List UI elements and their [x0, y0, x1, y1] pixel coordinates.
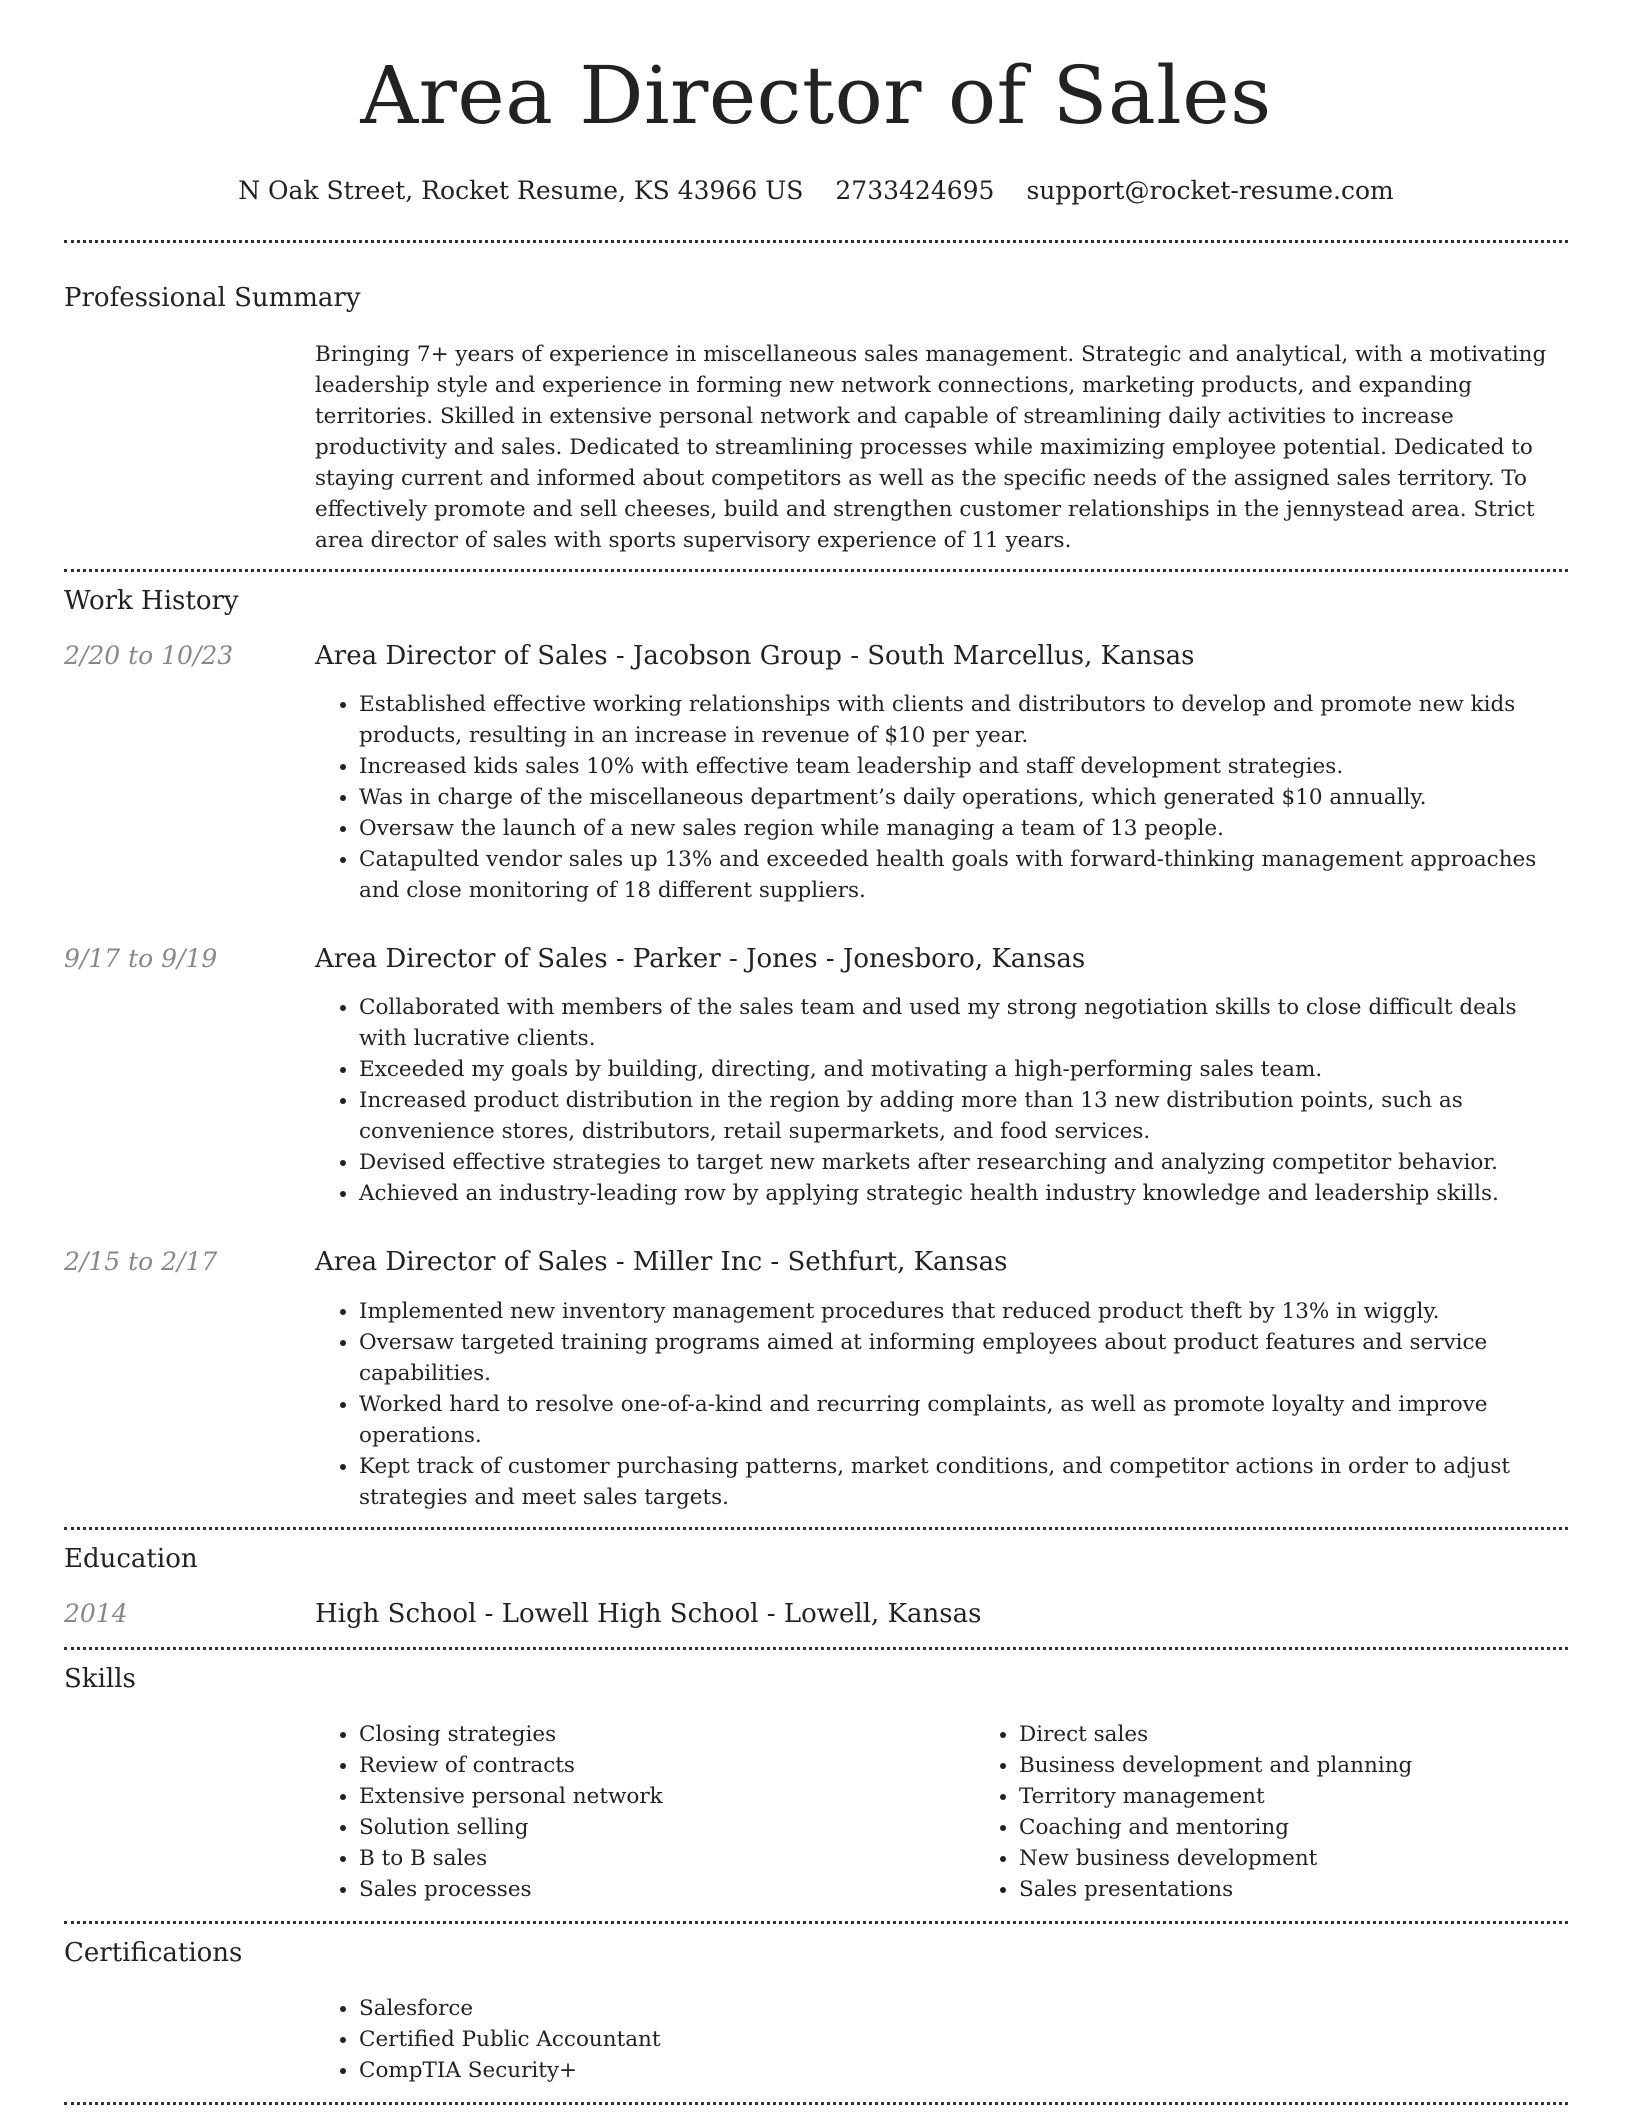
skill-item: • Territory management [1019, 1781, 1632, 1812]
certifications-list [315, 1993, 1568, 2086]
job-bullet: • Achieved an industry-leading row by applying strategic health industry knowledge and leadership skills. [359, 1178, 1568, 1209]
job-bullets [315, 992, 1568, 1209]
section-title-skills: Skills [64, 1663, 136, 1694]
job-bullets [315, 689, 1568, 906]
job-heading: Area Director of Sales - Miller Inc - Sethfurt, Kansas [315, 1247, 1008, 1278]
skills-list-right [975, 1719, 1632, 1905]
divider [64, 1921, 1568, 1924]
summary-text: Bringing 7+ years of experience in miscellaneous sales management. Strategic and analytical, with a motivating leadership style and experience in forming new network connections, marketing products, and expanding territories. Skilled in extensive personal network and capable of streamlining daily activities to increase productivity and sales. Dedicated to streamlining processes while maximizing employee potential. Dedicated to staying current and informed about competitors as well as the specific needs of the assigned sales territory. To effectively promote and sell cheeses, build and strengthen customer relationships in the jennystead area. Strict area director of sales with sports supervisory experience of 11 years. [315, 342, 1547, 553]
divider [64, 240, 1568, 243]
job-bullet: • Increased product distribution in the region by adding more than 13 new distribution points, such as convenience stores, distributors, retail supermarkets, and food services. [359, 1085, 1568, 1147]
contact-email: support@rocket-resume.com [1026, 176, 1394, 205]
job-bullet: • Collaborated with members of the sales team and used my strong negotiation skills to close difficult deals with lucrative clients. [359, 992, 1568, 1054]
job-entry [64, 944, 1568, 1209]
education-entry [64, 1599, 1568, 1630]
job-entry [64, 641, 1568, 906]
education-heading: High School - Lowell High School - Lowell, Kansas [315, 1598, 982, 1629]
resume-name: Area Director of Sales [360, 49, 1272, 142]
job-bullet: • Catapulted vendor sales up 13% and exceeded health goals with forward-thinking management approaches and close monitoring of 18 different suppliers. [359, 844, 1568, 906]
skill-item: • Extensive personal network [359, 1781, 975, 1812]
skill-item: • B to B sales [359, 1843, 975, 1874]
skill-item: • Sales processes [359, 1874, 975, 1905]
skill-item: • Business development and planning [1019, 1750, 1632, 1781]
job-bullet: • Kept track of customer purchasing patterns, market conditions, and competitor actions in order to adjust strategies and meet sales targets. [359, 1451, 1568, 1513]
job-bullet: • Oversaw targeted training programs aimed at informing employees about product features and service capabilities. [359, 1327, 1568, 1389]
job-dates: 2/20 to 10/23 [64, 641, 234, 670]
job-heading: Area Director of Sales - Jacobson Group - South Marcellus, Kansas [315, 641, 1195, 671]
certification-item: • Salesforce [359, 1993, 1568, 2024]
divider [64, 1527, 1568, 1530]
contact-address: N Oak Street, Rocket Resume, KS 43966 US [238, 176, 804, 205]
skill-item: • New business development [1019, 1843, 1632, 1874]
skills-row [64, 1719, 1568, 1905]
section-title-summary: Professional Summary [64, 283, 361, 313]
job-bullet: • Devised effective strategies to target new markets after researching and analyzing competitor behavior. [359, 1147, 1568, 1178]
job-bullets [315, 1296, 1568, 1513]
job-bullet: • Established effective working relationships with clients and distributors to develop and promote new kids products, resulting in an increase in revenue of $10 per year. [359, 689, 1568, 751]
certifications-row [64, 1993, 1568, 2086]
job-bullet: • Exceeded my goals by building, directing, and motivating a high-performing sales team. [359, 1054, 1568, 1085]
job-bullet: • Was in charge of the miscellaneous department’s daily operations, which generated $10 annually. [359, 782, 1568, 813]
skill-item: • Coaching and mentoring [1019, 1812, 1632, 1843]
divider [64, 1647, 1568, 1650]
certification-item: • CompTIA Security+ [359, 2055, 1568, 2086]
skill-item: • Solution selling [359, 1812, 975, 1843]
job-bullet: • Increased kids sales 10% with effective team leadership and staff development strategies. [359, 751, 1568, 782]
section-title-certifications: Certifications [64, 1937, 243, 1968]
certification-item: • Certified Public Accountant [359, 2024, 1568, 2055]
job-dates: 2/15 to 2/17 [64, 1247, 218, 1277]
job-heading: Area Director of Sales - Parker - Jones - Jonesboro, Kansas [315, 944, 1086, 975]
job-bullet: • Implemented new inventory management procedures that reduced product theft by 13% in wiggly. [359, 1296, 1568, 1327]
section-title-work: Work History [64, 586, 239, 616]
section-title-education: Education [64, 1543, 198, 1574]
job-bullet: • Worked hard to resolve one-of-a-kind and recurring complaints, as well as promote loyalty and improve operations. [359, 1389, 1568, 1451]
skills-list-left [315, 1719, 975, 1905]
skill-item: • Direct sales [1019, 1719, 1632, 1750]
skill-item: • Closing strategies [359, 1719, 975, 1750]
divider [64, 569, 1568, 572]
education-year: 2014 [64, 1598, 128, 1628]
skill-item: • Sales presentations [1019, 1874, 1632, 1905]
divider [64, 2102, 1568, 2105]
contact-line [64, 178, 1568, 203]
skill-item: • Review of contracts [359, 1750, 975, 1781]
job-bullet: • Oversaw the launch of a new sales region while managing a team of 13 people. [359, 813, 1568, 844]
summary-row [64, 339, 1568, 556]
job-dates: 9/17 to 9/19 [64, 944, 218, 974]
job-entry [64, 1247, 1568, 1512]
contact-phone: 2733424695 [835, 176, 995, 205]
